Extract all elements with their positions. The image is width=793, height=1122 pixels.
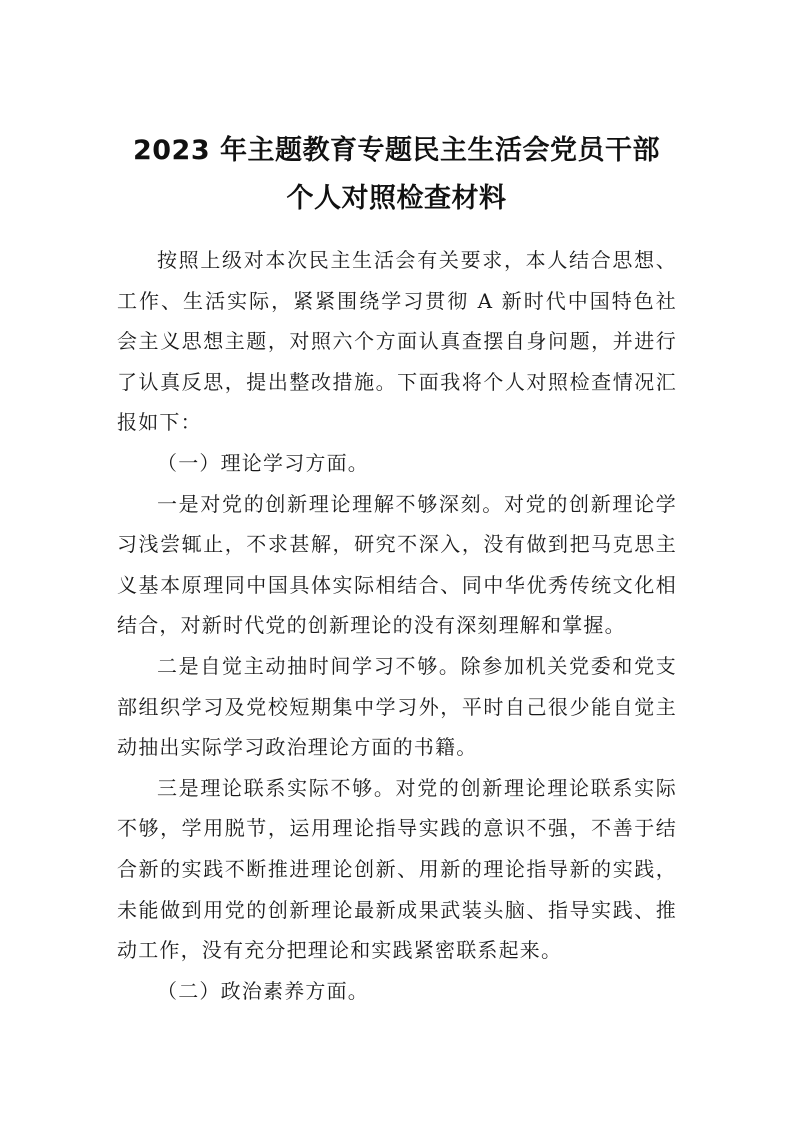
intro-paragraph: 按照上级对本次民主生活会有关要求，本人结合思想、工作、生活实际，紧紧围绕学习贯彻 A 新时代中国特色社会主义思想主题，对照六个方面认真查摆自身问题，并进行了认真反思，提出整改措施。下面我将个人对照检查情况汇报如下： xyxy=(117,248,677,435)
body-paragraph: 三是理论联系实际不够。对党的创新理论理论联系实际不够，学用脱节，运用理论指导实践的意识不强，不善于结合新的实践不断推进理论创新、用新的理论指导新的实践，未能做到用党的创新理论最新成果武装头脑、指导实践、推动工作，没有充分把理论和实践紧密联系起来。 xyxy=(117,775,677,963)
body-paragraph: 二是自觉主动抽时间学习不够。除参加机关党委和党支部组织学习及党校短期集中学习外，平时自己很少能自觉主动抽出实际学习政治理论方面的书籍。 xyxy=(117,653,677,760)
body-paragraph: 一是对党的创新理论理解不够深刻。对党的创新理论学习浅尝辄止，不求甚解，研究不深入，没有做到把马克思主义基本原理同中国具体实际相结合、同中华优秀传统文化相结合，对新时代党的创新理论的没有深刻理解和掌握。 xyxy=(117,491,677,638)
document-title-line-2: 个人对照检查材料 xyxy=(286,183,507,214)
document-title-line-1: 2023 年主题教育专题民主生活会党员干部 xyxy=(132,135,661,166)
section-heading-theory-study: （一）理论学习方面。 xyxy=(157,450,369,475)
section-heading-political-quality: （二）政治素养方面。 xyxy=(157,978,369,1003)
document-body xyxy=(117,240,677,1011)
